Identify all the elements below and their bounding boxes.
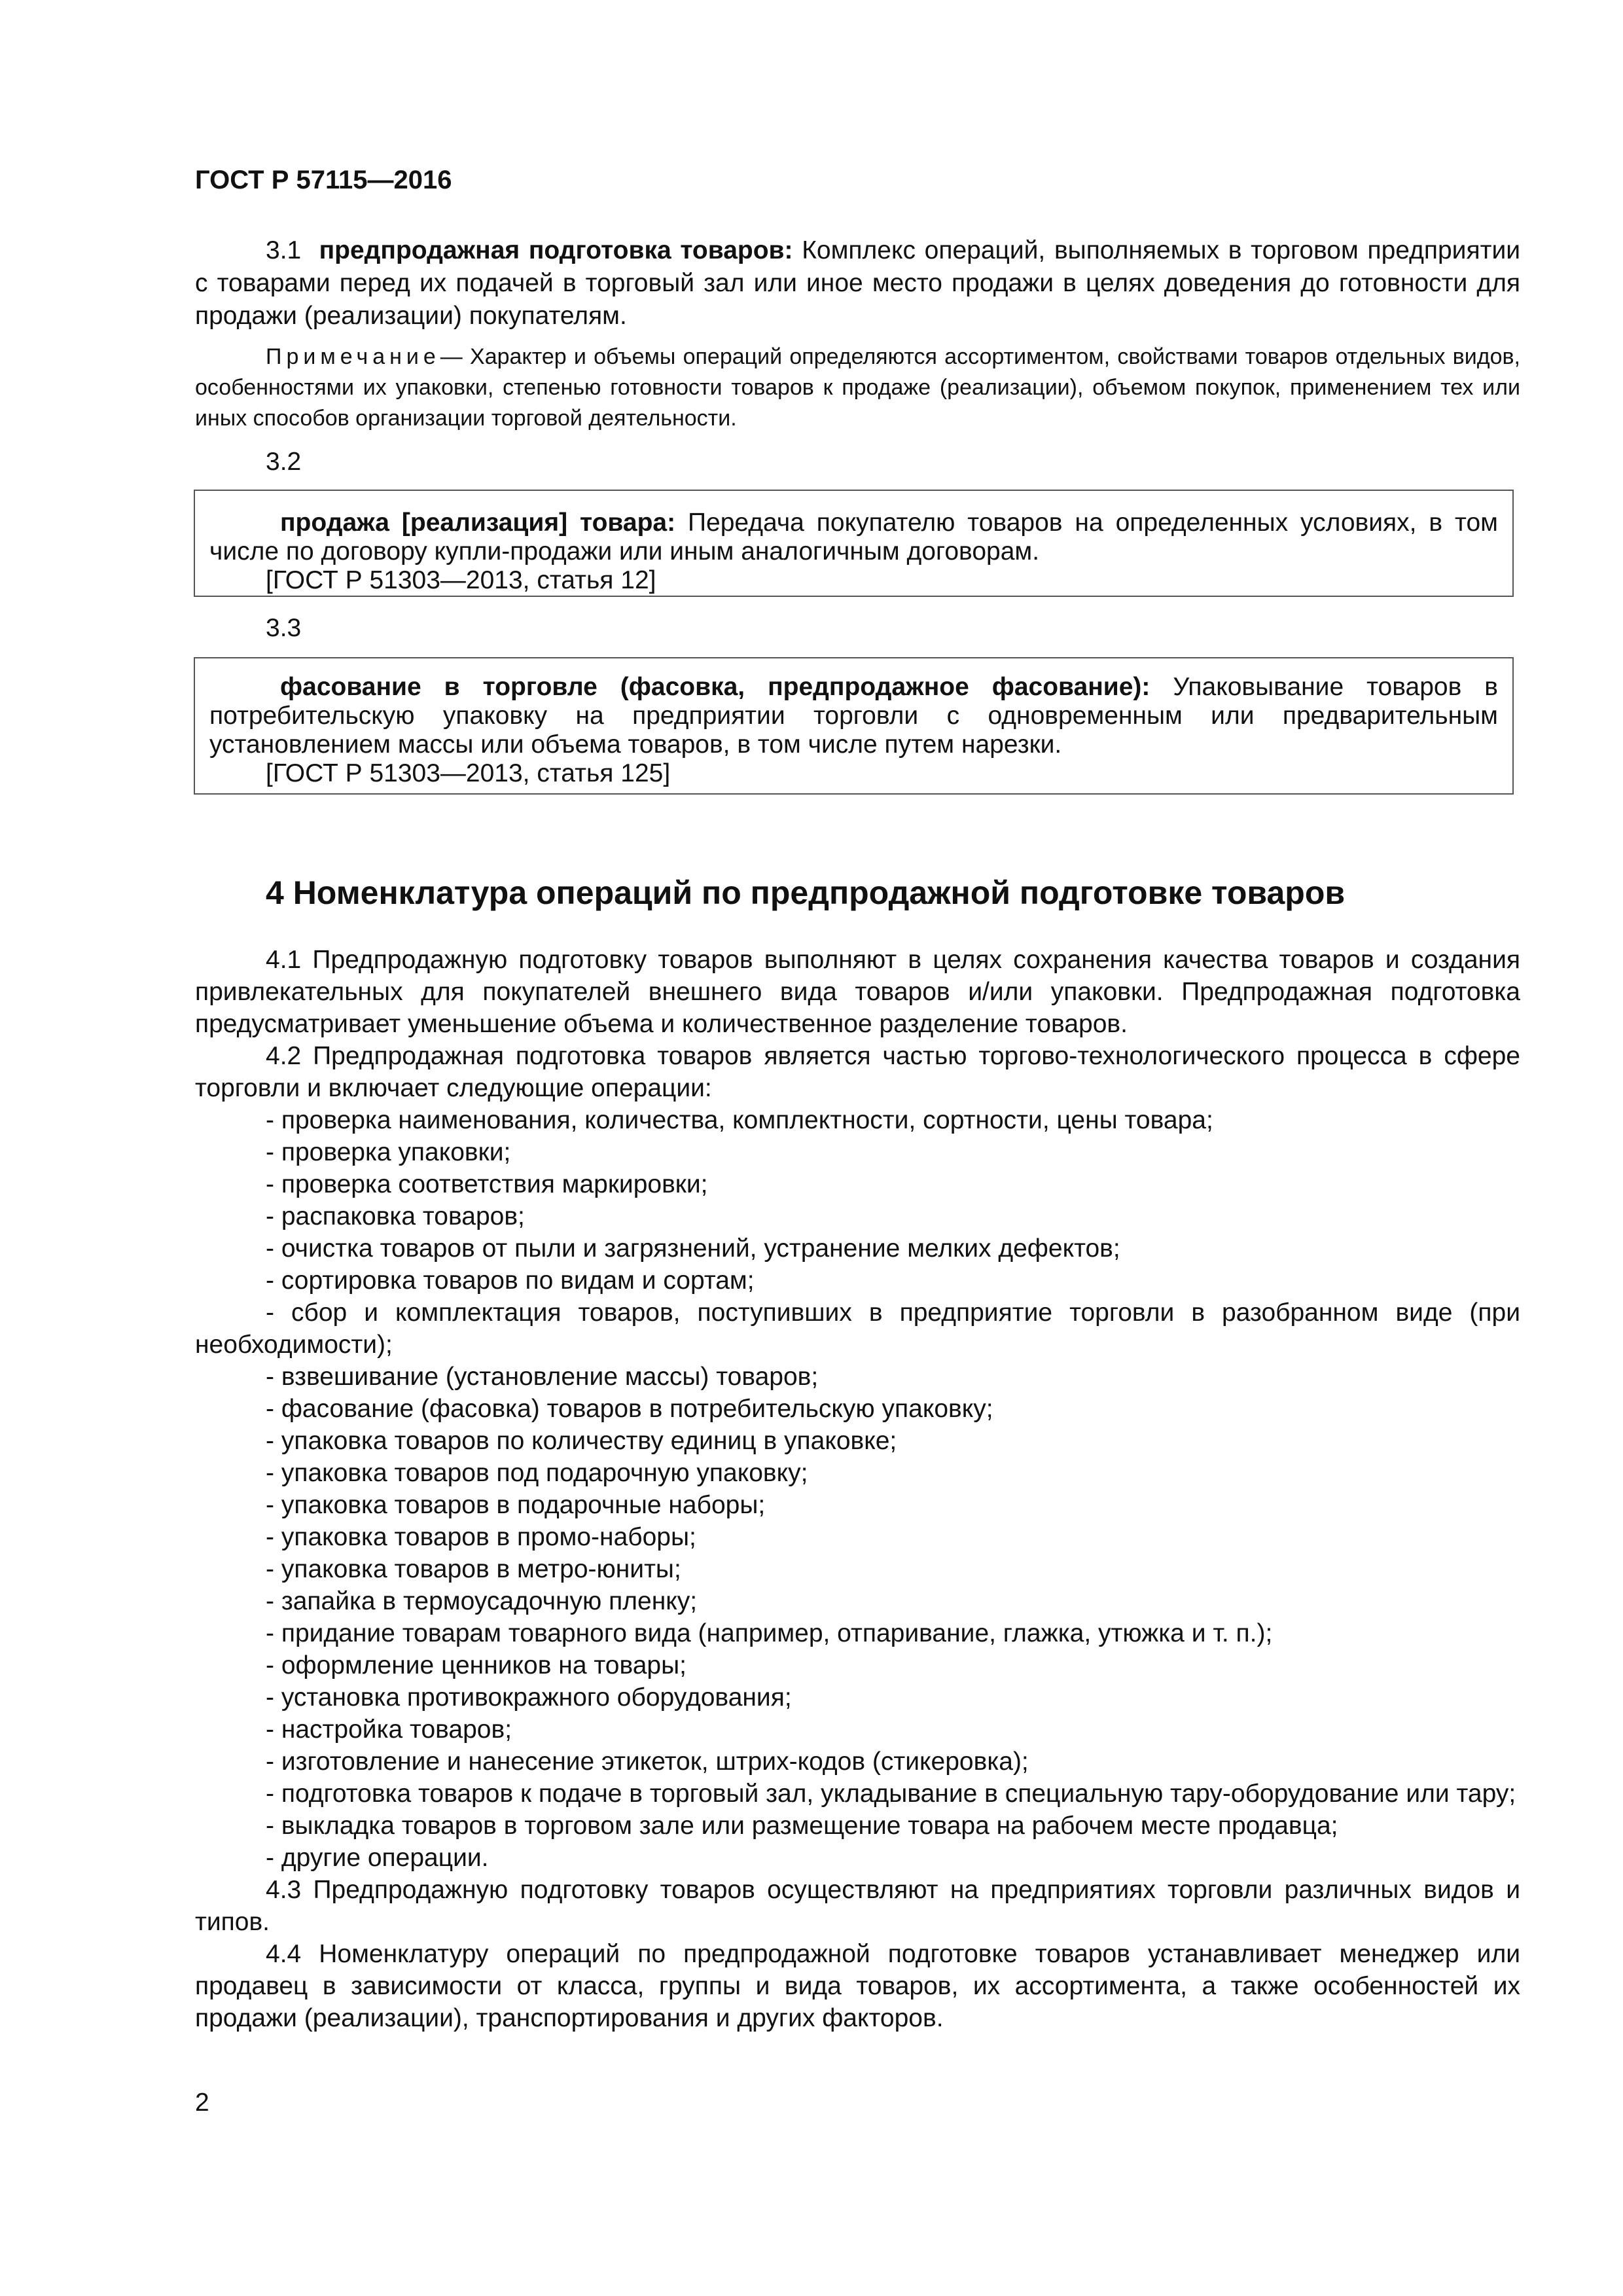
clause-number-3-3: 3.3 (266, 614, 302, 642)
list-item: - настройка товаров; (266, 1715, 512, 1744)
list-item: - подготовка товаров к подаче в торговый зал, укладывание в специальную тару-оборудование или тару; (266, 1780, 1516, 1808)
definition-text: Комплекс операций, выполняемых в торговом предприятии с товарами перед их подачей в торговый зал или иное место продажи в целях доведения до готовности для продажи (реализации) покупателям. (195, 236, 1521, 330)
paragraph-4-3: 4.3 Предпродажную подготовку товаров осуществляют на предприятиях торговли различных видов и типов. (195, 1876, 1520, 1936)
list-item: - взвешивание (установление массы) товаров; (266, 1363, 819, 1391)
list-item: - упаковка товаров по количеству единиц в упаковке; (266, 1427, 897, 1455)
clause-number-3-2: 3.2 (266, 448, 302, 476)
clause-number: 3.1 (266, 236, 302, 264)
list-item: - сбор и комплектация товаров, поступивших в предприятие торговли в разобранном виде (при необходимости); (195, 1299, 1520, 1359)
list-item: - проверка соответствия маркировки; (266, 1170, 708, 1198)
term: продажа [реализация] товара: (280, 509, 676, 537)
list-item: - очистка товаров от пыли и загрязнений, устранение мелких дефектов; (266, 1234, 1120, 1263)
list-item: - установка противокражного оборудования; (266, 1683, 792, 1712)
definition-text: Упаковывание товаров в потребительскую упаковку на предприятии торговли с одновременным или предварительным установлением массы или объема товаров, в том числе путем нарезки. (209, 673, 1499, 759)
note (195, 342, 1520, 434)
list-item: - распаковка товаров; (266, 1202, 525, 1230)
page-number: 2 (195, 2089, 209, 2117)
list-item: - придание товарам товарного вида (например, отпаривание, глажка, утюжка и т. п.); (266, 1619, 1273, 1647)
list-item: - другие операции. (266, 1844, 489, 1872)
list-item: - упаковка товаров в метро-юниты; (266, 1555, 681, 1583)
paragraph-4-4: 4.4 Номенклатуру операций по предпродажной подготовке товаров устанавливает менеджер или продавец в зависимости от класса, группы и вида товаров, их ассортимента, а также особенностей их продажи (реализации), транспортирования и других факторов. (195, 1940, 1520, 2032)
section-heading: 4 Номенклатура операций по предпродажной подготовке товаров (266, 874, 1346, 911)
source-reference: [ГОСТ Р 51303—2013, статья 12] (266, 566, 656, 594)
definition-box-3-3 (194, 657, 1514, 795)
document-header: ГОСТ Р 57115—2016 (195, 166, 452, 194)
list-item: - изготовление и нанесение этикеток, штрих-кодов (стикеровка); (266, 1748, 1029, 1776)
operations-list (195, 1104, 1520, 1874)
list-item: - сортировка товаров по видам и сортам; (266, 1266, 755, 1295)
term: предпродажная подготовка товаров: (319, 236, 793, 264)
definition-text: Передача покупателю товаров на определенных условиях, в том числе по договору купли-продажи или иным аналогичным договорам. (209, 509, 1498, 565)
definition-box-3-2 (194, 490, 1514, 597)
list-item: - оформление ценников на товары; (266, 1651, 687, 1679)
paragraph-4-2: 4.2 Предпродажная подготовка товаров является частью торгово-технологического процесса в сфере торговли и включает следующие операции: (195, 1042, 1520, 1102)
list-item: - упаковка товаров в промо-наборы; (266, 1523, 696, 1551)
list-item: - выкладка товаров в торговом зале или размещение товара на рабочем месте продавца; (266, 1812, 1338, 1840)
term: фасование в торговле (фасовка, предпродажное фасование): (280, 673, 1150, 701)
list-item: - упаковка товаров в подарочные наборы; (266, 1491, 766, 1519)
list-item: - запайка в термоусадочную пленку; (266, 1587, 698, 1615)
list-item: - упаковка товаров под подарочную упаковку; (266, 1459, 808, 1487)
list-item: - проверка наименования, количества, комплектности, сортности, цены товара; (266, 1106, 1213, 1134)
list-item: - проверка упаковки; (266, 1138, 511, 1166)
paragraph-4-1: 4.1 Предпродажную подготовку товаров выполняют в целях сохранения качества товаров и создания привлекательных для покупателей внешнего вида товаров и/или упаковки. Предпродажная подготовка предусматривает уменьшение объема и количественное разделение товаров. (195, 946, 1520, 1038)
definition-3-1 (195, 234, 1520, 332)
section-4-body (195, 944, 1520, 2034)
list-item: - фасование (фасовка) товаров в потребительскую упаковку; (266, 1395, 993, 1423)
note-text: — Характер и объемы операций определяются ассортиментом, свойствами товаров отдельных видов, особенностями их упаковки, степенью готовности товаров к продаже (реализации), объемом покупок, применением тех или иных способов организации торговой деятельности. (195, 344, 1520, 431)
source-reference: [ГОСТ Р 51303—2013, статья 125] (266, 759, 671, 787)
note-label: Примечание (266, 344, 440, 369)
